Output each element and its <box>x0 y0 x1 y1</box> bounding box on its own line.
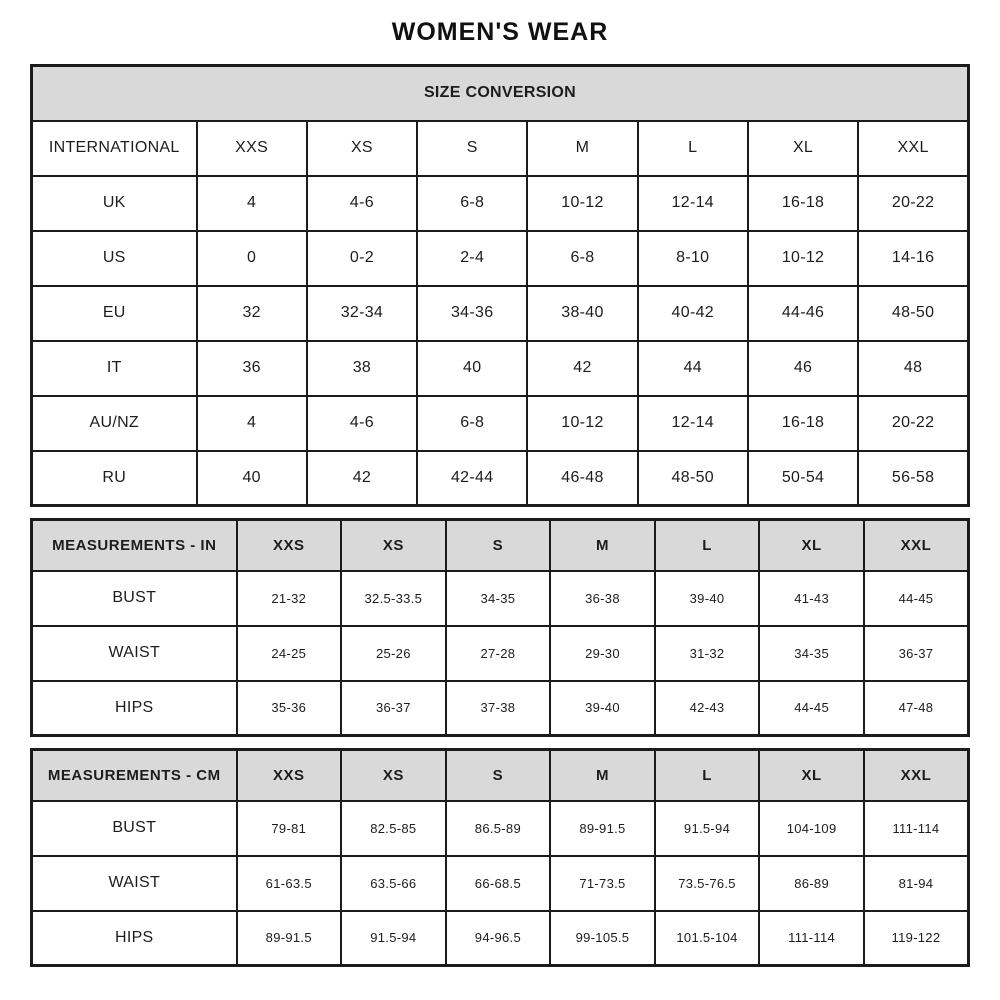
measurement-cell: 32.5-33.5 <box>341 571 446 626</box>
row-label: HIPS <box>32 681 237 736</box>
size-cell: 32-34 <box>307 286 417 341</box>
row-label: WAIST <box>32 856 237 911</box>
row-label: WAIST <box>32 626 237 681</box>
size-cell: S <box>417 121 527 176</box>
row-label: IT <box>32 341 197 396</box>
size-cell: 4-6 <box>307 176 417 231</box>
measurement-cell: 36-38 <box>550 571 655 626</box>
size-cell: 46-48 <box>527 451 637 506</box>
measurement-cell: 47-48 <box>864 681 969 736</box>
size-cell: 16-18 <box>748 396 858 451</box>
size-cell: 10-12 <box>748 231 858 286</box>
measurement-cell: 104-109 <box>759 801 864 856</box>
page-title: WOMEN'S WEAR <box>391 18 609 46</box>
measurement-cell: 89-91.5 <box>550 801 655 856</box>
table-row <box>32 451 969 506</box>
size-cell: 16-18 <box>748 176 858 231</box>
size-column-header: XXL <box>864 750 969 801</box>
size-cell: 14-16 <box>858 231 968 286</box>
table-row <box>32 341 969 396</box>
size-cell: 0-2 <box>307 231 417 286</box>
measurement-cell: 119-122 <box>864 911 969 966</box>
measurement-cell: 82.5-85 <box>341 801 446 856</box>
table-row <box>32 856 969 911</box>
size-column-header: L <box>655 750 760 801</box>
size-cell: 20-22 <box>858 396 968 451</box>
measurement-cell: 79-81 <box>237 801 342 856</box>
size-cell: 12-14 <box>638 396 748 451</box>
table-row <box>32 396 969 451</box>
measurement-cell: 42-43 <box>655 681 760 736</box>
size-column-header: XS <box>341 750 446 801</box>
row-label: EU <box>32 286 197 341</box>
measurement-cell: 24-25 <box>237 626 342 681</box>
size-column-header: XXS <box>237 520 342 571</box>
size-cell: 48-50 <box>858 286 968 341</box>
measurement-cell: 71-73.5 <box>550 856 655 911</box>
size-cell: 10-12 <box>527 396 637 451</box>
size-cell: 4-6 <box>307 396 417 451</box>
size-cell: 32 <box>197 286 307 341</box>
size-cell: 4 <box>197 396 307 451</box>
row-label: RU <box>32 451 197 506</box>
measurements-cm-title: MEASUREMENTS - CM <box>32 750 237 801</box>
size-cell: XXS <box>197 121 307 176</box>
measurement-cell: 25-26 <box>341 626 446 681</box>
size-cell: 20-22 <box>858 176 968 231</box>
measurement-cell: 44-45 <box>759 681 864 736</box>
measurement-cell: 37-38 <box>446 681 551 736</box>
measurements-cm-header-row <box>32 750 969 801</box>
table-row <box>32 801 969 856</box>
size-cell: 36 <box>197 341 307 396</box>
size-cell: 56-58 <box>858 451 968 506</box>
size-cell: 42 <box>307 451 417 506</box>
size-cell: L <box>638 121 748 176</box>
table-row <box>32 681 969 736</box>
measurement-cell: 36-37 <box>341 681 446 736</box>
table-row <box>32 121 969 176</box>
measurement-cell: 63.5-66 <box>341 856 446 911</box>
row-label: BUST <box>32 801 237 856</box>
size-cell: 10-12 <box>527 176 637 231</box>
measurement-cell: 29-30 <box>550 626 655 681</box>
measurement-cell: 35-36 <box>237 681 342 736</box>
size-cell: 34-36 <box>417 286 527 341</box>
size-cell: 8-10 <box>638 231 748 286</box>
measurement-cell: 66-68.5 <box>446 856 551 911</box>
measurement-cell: 94-96.5 <box>446 911 551 966</box>
table-row <box>32 176 969 231</box>
size-cell: M <box>527 121 637 176</box>
measurement-cell: 27-28 <box>446 626 551 681</box>
size-column-header: M <box>550 520 655 571</box>
size-cell: XS <box>307 121 417 176</box>
size-column-header: XXS <box>237 750 342 801</box>
measurement-cell: 86.5-89 <box>446 801 551 856</box>
size-cell: 6-8 <box>527 231 637 286</box>
measurement-cell: 34-35 <box>759 626 864 681</box>
measurement-cell: 73.5-76.5 <box>655 856 760 911</box>
size-cell: 48-50 <box>638 451 748 506</box>
measurement-cell: 99-105.5 <box>550 911 655 966</box>
size-cell: XXL <box>858 121 968 176</box>
size-column-header: S <box>446 520 551 571</box>
size-cell: 50-54 <box>748 451 858 506</box>
size-cell: 2-4 <box>417 231 527 286</box>
table-row <box>32 626 969 681</box>
measurements-in-header-row <box>32 520 969 571</box>
table-row <box>32 231 969 286</box>
size-cell: 40 <box>197 451 307 506</box>
measurement-cell: 86-89 <box>759 856 864 911</box>
row-label: AU/NZ <box>32 396 197 451</box>
measurement-cell: 21-32 <box>237 571 342 626</box>
row-label: BUST <box>32 571 237 626</box>
size-cell: 42-44 <box>417 451 527 506</box>
size-cell: 40 <box>417 341 527 396</box>
measurement-cell: 61-63.5 <box>237 856 342 911</box>
measurement-cell: 39-40 <box>550 681 655 736</box>
size-cell: 40-42 <box>638 286 748 341</box>
size-cell: 46 <box>748 341 858 396</box>
measurement-cell: 34-35 <box>446 571 551 626</box>
size-column-header: L <box>655 520 760 571</box>
row-label: HIPS <box>32 911 237 966</box>
measurement-cell: 91.5-94 <box>341 911 446 966</box>
measurements-in-table <box>30 518 970 737</box>
measurement-cell: 31-32 <box>655 626 760 681</box>
size-cell: 6-8 <box>417 176 527 231</box>
size-cell: 42 <box>527 341 637 396</box>
size-cell: 4 <box>197 176 307 231</box>
measurement-cell: 89-91.5 <box>237 911 342 966</box>
measurement-cell: 101.5-104 <box>655 911 760 966</box>
row-label: INTERNATIONAL <box>32 121 197 176</box>
measurements-in-title: MEASUREMENTS - IN <box>32 520 237 571</box>
size-cell: 12-14 <box>638 176 748 231</box>
size-column-header: XS <box>341 520 446 571</box>
measurement-cell: 111-114 <box>759 911 864 966</box>
table-row <box>32 286 969 341</box>
size-cell: 44-46 <box>748 286 858 341</box>
size-column-header: XXL <box>864 520 969 571</box>
measurement-cell: 44-45 <box>864 571 969 626</box>
measurement-cell: 36-37 <box>864 626 969 681</box>
size-cell: 0 <box>197 231 307 286</box>
size-conversion-title-row <box>32 66 969 121</box>
measurement-cell: 41-43 <box>759 571 864 626</box>
size-column-header: M <box>550 750 655 801</box>
size-cell: 38-40 <box>527 286 637 341</box>
row-label: UK <box>32 176 197 231</box>
table-row <box>32 571 969 626</box>
row-label: US <box>32 231 197 286</box>
size-conversion-title: SIZE CONVERSION <box>32 66 969 121</box>
measurement-cell: 81-94 <box>864 856 969 911</box>
size-cell: 6-8 <box>417 396 527 451</box>
measurement-cell: 91.5-94 <box>655 801 760 856</box>
size-column-header: XL <box>759 750 864 801</box>
size-cell: 38 <box>307 341 417 396</box>
size-cell: XL <box>748 121 858 176</box>
measurement-cell: 39-40 <box>655 571 760 626</box>
size-cell: 48 <box>858 341 968 396</box>
size-conversion-table <box>30 64 970 507</box>
measurements-cm-table <box>30 748 970 967</box>
measurement-cell: 111-114 <box>864 801 969 856</box>
size-cell: 44 <box>638 341 748 396</box>
size-column-header: S <box>446 750 551 801</box>
size-column-header: XL <box>759 520 864 571</box>
table-row <box>32 911 969 966</box>
